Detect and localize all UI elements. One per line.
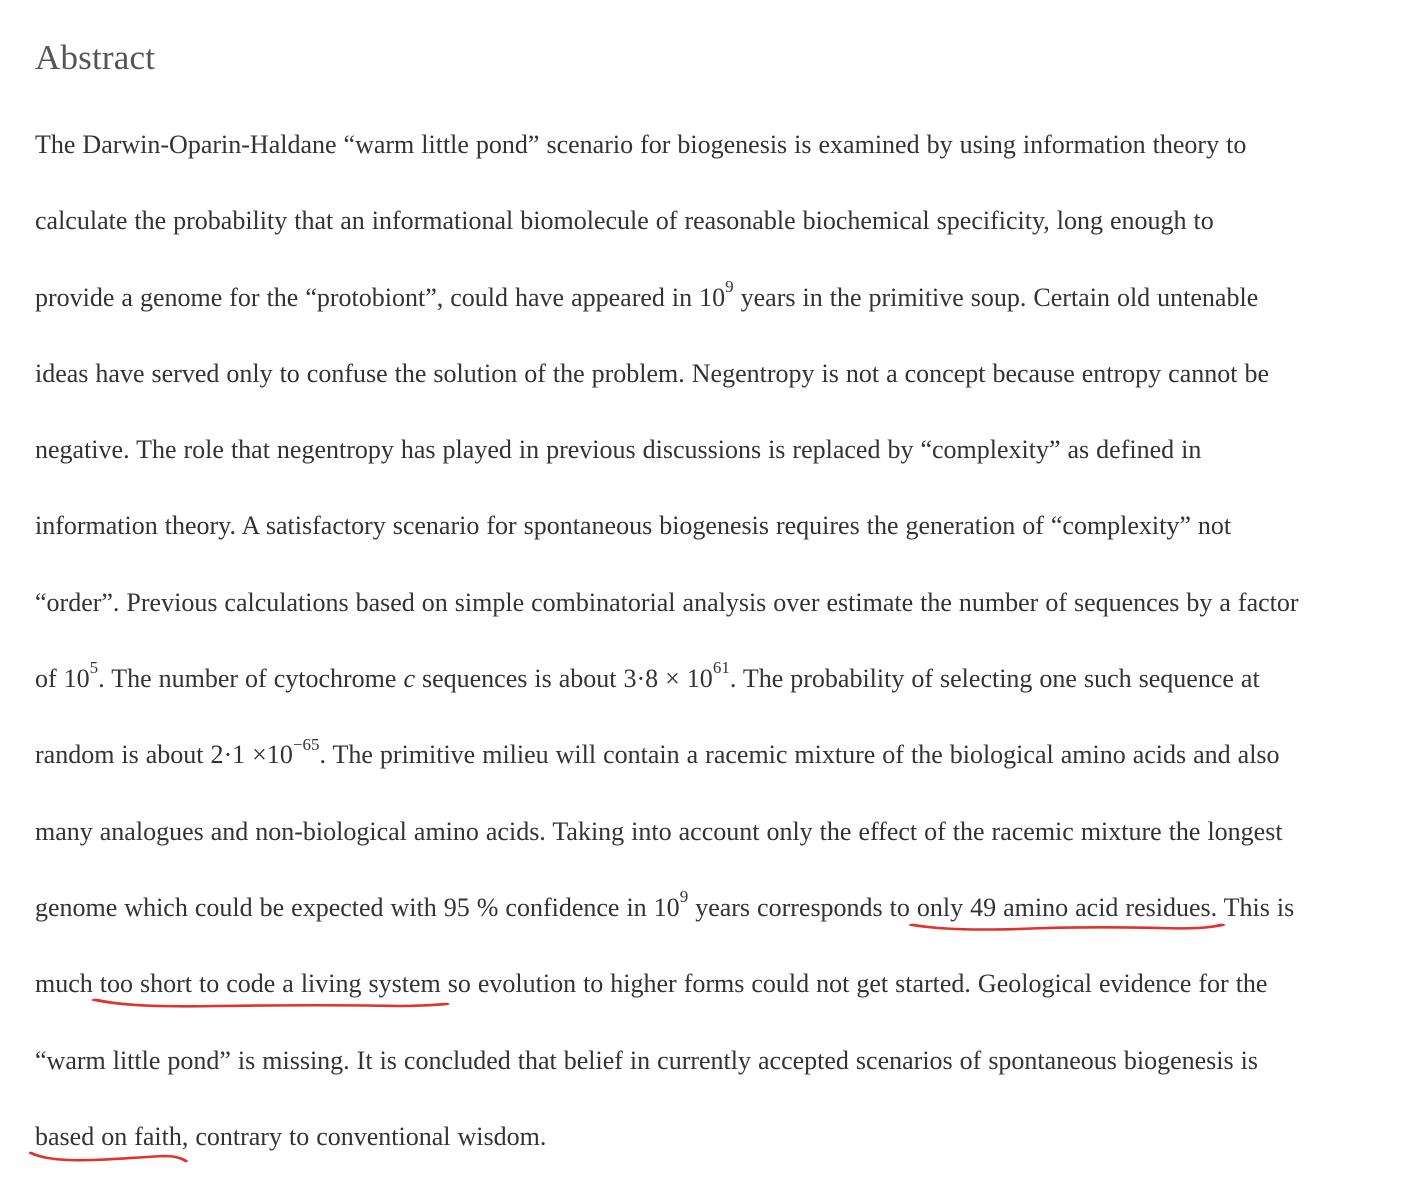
highlighted-text: too short to code a living system [99,969,441,999]
text-segment: provide a genome for the “protobiont”, could have appeared in 10 [35,282,726,312]
text-segment: . The number of cytochrome [98,664,404,694]
abstract-line [35,1099,1415,1175]
abstract-line [35,641,1415,717]
text-segment: years corresponds to [688,892,917,922]
text-segment: genome which could be expected with 95 % confidence in 10 [35,892,680,922]
superscript-exponent: 9 [679,887,689,907]
red-underline-annotation [913,921,1221,935]
text-segment: , contrary to conventional wisdom. [181,1121,547,1151]
abstract-line [35,717,1415,793]
red-underline-annotation [96,997,445,1011]
red-underline-annotation [31,1150,186,1164]
superscript-exponent: 9 [725,276,734,296]
abstract-body [35,107,1415,1175]
highlighted-phrase [917,892,1217,923]
text-segment: of 10 [35,664,90,694]
superscript-exponent: 61 [712,658,730,678]
text-segment: sequences is about 3·8 × 10 [414,664,713,694]
superscript-exponent: −65 [292,734,320,754]
text-segment: . The primitive milieu will contain a racemic mixture of the biological amino acids and also [319,740,1280,770]
abstract-line: ideas have served only to confuse the solution of the problem. Negentropy is not a concept because entropy cannot be [35,358,1270,388]
abstract-line: calculate the probability that an informational biomolecule of reasonable biochemical specificity, long enough to [35,206,1214,236]
text-segment: random is about 2·1 ×10 [35,740,293,770]
abstract-line: “warm little pond” is missing. It is concluded that belief in currently accepted scenarios of spontaneous biogenesis is [35,1045,1258,1075]
highlighted-phrase [35,1121,182,1152]
italic-variable: c [403,664,415,694]
text-segment: much [35,969,100,999]
abstract-line [35,870,1415,946]
text-segment: This is [1217,892,1295,922]
text-segment: so evolution to higher forms could not get started. Geological evidence for the [440,969,1268,999]
highlighted-phrase [100,968,441,999]
abstract-heading: Abstract [35,38,156,77]
highlighted-text: based on faith [35,1121,182,1151]
abstract-line: The Darwin-Oparin-Haldane “warm little pond” scenario for biogenesis is examined by using information theory to [35,130,1247,159]
highlighted-text: only 49 amino acid residues. [916,892,1218,922]
text-segment: . The probability of selecting one such sequence at [729,664,1260,694]
text-segment: years in the primitive soup. Certain old untenable [733,282,1259,312]
abstract-line: many analogues and non-biological amino acids. Taking into account only the effect of the racemic mixture the longest [35,816,1283,846]
abstract-line: negative. The role that negentropy has played in previous discussions is replaced by “complexity” as defined in [35,435,1202,465]
abstract-line [35,260,1415,336]
superscript-exponent: 5 [89,658,99,678]
abstract-line [35,946,1415,1022]
abstract-line: “order”. Previous calculations based on simple combinatorial analysis over estimate the number of sequences by a factor [35,587,1299,617]
abstract-line: information theory. A satisfactory scenario for spontaneous biogenesis requires the generation of “complexity” not [35,511,1232,541]
